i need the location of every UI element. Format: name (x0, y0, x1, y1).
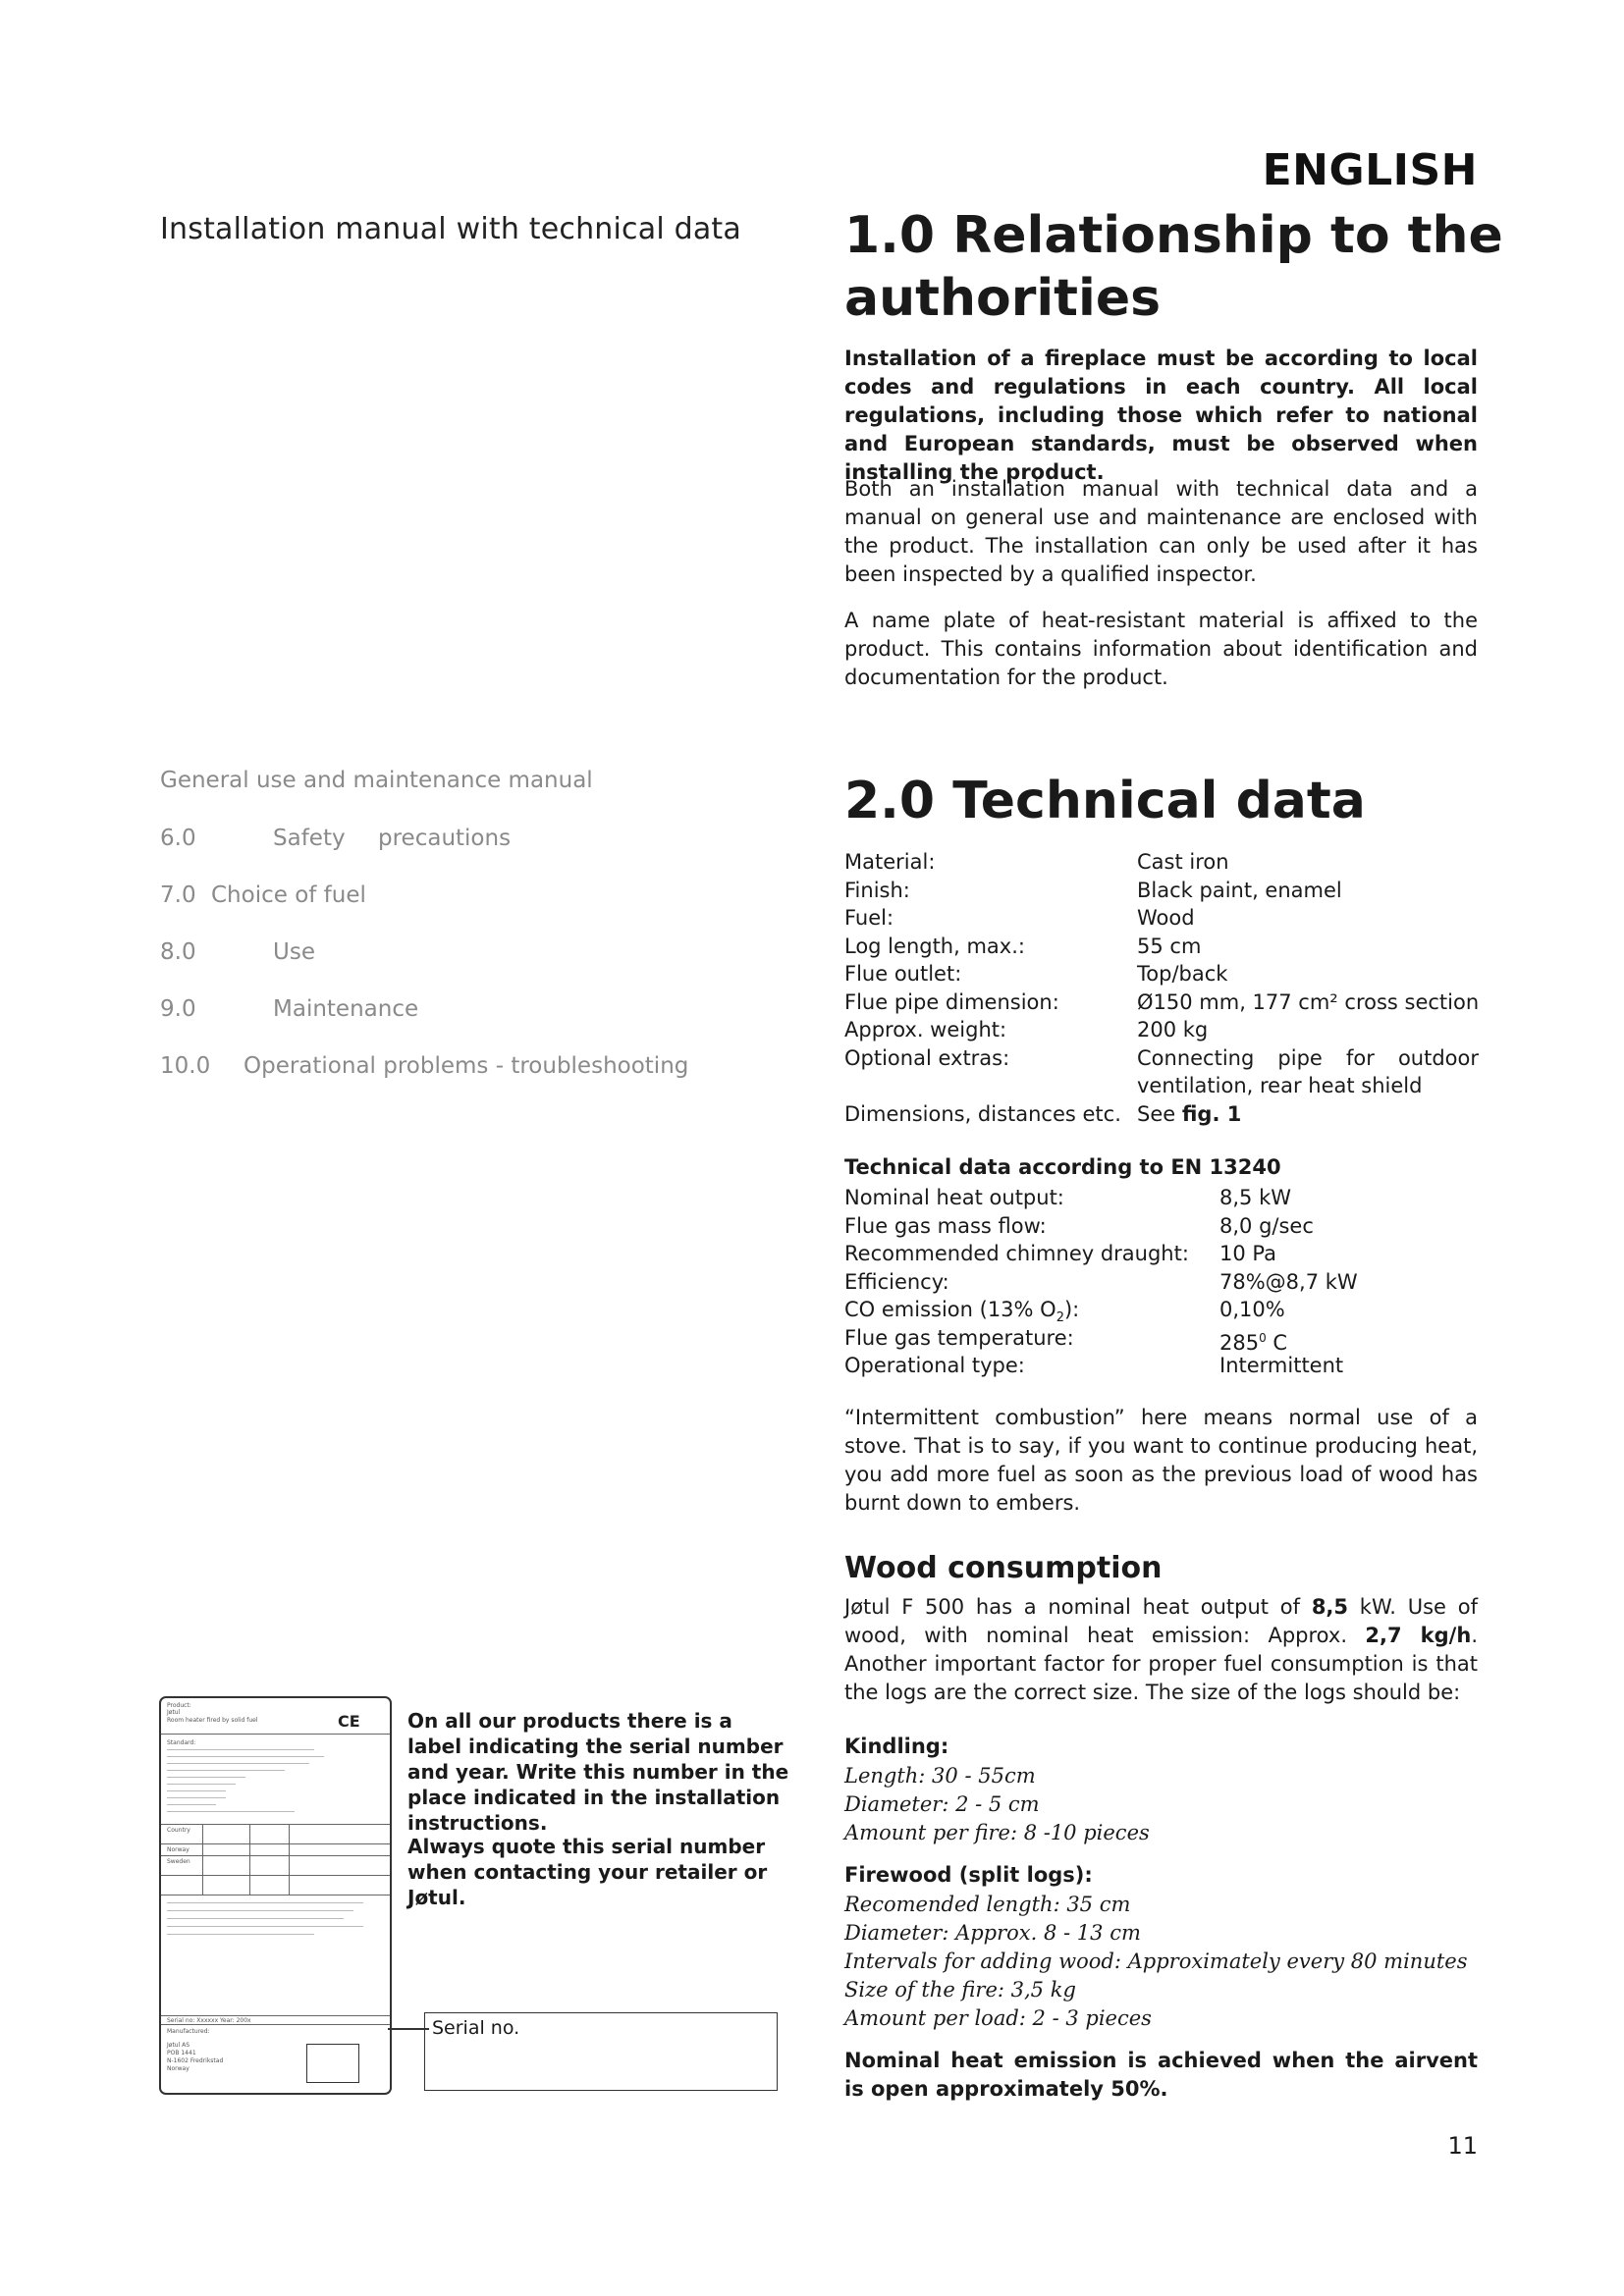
en-value: 8,5 kW (1219, 1186, 1291, 1209)
intermittent-paragraph: “Intermittent combustion” here means normal use of a stove. That is to say, if you want to continue producing heat, you add more fuel as soon as the previous load of wood has burnt down to embers. (844, 1406, 1478, 1515)
general-item-label: precautions (378, 826, 512, 851)
nameplate-text: Jøtul (167, 1709, 181, 1716)
en-label: Flue gas temperature: (844, 1325, 1074, 1350)
list-item: Amount per load: 2 - 3 pieces (844, 2006, 1152, 2030)
en-label: CO emission (13% $O_2$): (844, 1298, 1080, 1326)
nameplate-illustration (159, 1696, 392, 2095)
ce-mark-icon: CE (338, 1712, 360, 1731)
general-item-number: 9.0 (160, 996, 196, 1022)
toc-title: Installation manual with technical data (160, 212, 741, 246)
kindling-heading: Kindling: (844, 1735, 949, 1758)
tech-label: Finish: (844, 878, 910, 902)
nameplate-text: Jøtul AS (167, 2042, 190, 2049)
tech-label: Fuel: (844, 906, 894, 930)
serial-number-label: Serial no. (432, 2017, 520, 2039)
label-info-paragraph: On all our products there is a label indicating the serial number and year. Write this number in the place indicated in the installation instructions. (407, 1709, 789, 1835)
tech-label: Approx. weight: (844, 1018, 1007, 1041)
list-item: Amount per fire: 8 -10 pieces (844, 1821, 1150, 1844)
nameplate-text: Standard: (167, 1739, 196, 1746)
en-value: 10 Pa (1219, 1242, 1276, 1265)
general-item-label: Safety (273, 826, 346, 851)
en-label: Nominal heat output: (844, 1186, 1064, 1209)
nameplate-text: Serial no: Xxxxxx Year: 200x (167, 2017, 251, 2024)
list-item: Size of the fire: 3,5 kg (844, 1978, 1076, 2002)
general-item-number: 10.0 (160, 1053, 211, 1079)
nameplate-text: Room heater fired by solid fuel (167, 1717, 258, 1724)
list-item: Recomended length: 35 cm (844, 1893, 1131, 1916)
section-1-heading-line2: authorities (844, 269, 1162, 328)
serial-leader-line (388, 2028, 429, 2030)
tech-label: Optional extras: (844, 1045, 1010, 1070)
authorities-paragraph-2: Both an installation manual with technical data and a manual on general use and maintenance are enclosed with the product. The installation can only be used after it has been inspected by a qualified inspector. (844, 477, 1478, 586)
tech-value: 55 cm (1137, 934, 1202, 958)
tech-label: Flue outlet: (844, 962, 962, 986)
en-label: Recommended chimney draught: (844, 1242, 1189, 1265)
tech-value: Connecting pipe for outdoor ventilation, rear heat shield (1137, 1045, 1479, 1097)
authorities-paragraph-3: A name plate of heat-resistant material is affixed to the product. This contains information about identification and documentation for the product. (844, 609, 1478, 689)
en-value: 8,0 g/sec (1219, 1213, 1314, 1238)
tech-value: Cast iron (1137, 850, 1229, 874)
nameplate-text: Product: (167, 1702, 191, 1709)
en-value: $285^0$ C (1219, 1330, 1288, 1355)
firewood-heading: Firewood (split logs): (844, 1863, 1093, 1887)
general-item-label: Operational problems - troubleshooting (244, 1053, 689, 1079)
list-item: Intervals for adding wood: Approximately every 80 minutes (844, 1949, 1468, 1973)
tech-label: Log length, max.: (844, 934, 1025, 958)
tech-value: Wood (1137, 906, 1195, 930)
nameplate-text: Country (167, 1827, 190, 1834)
tech-value: Ø150 mm, 177 cm² cross section (1137, 989, 1480, 1014)
general-item-number: 8.0 (160, 939, 196, 965)
nameplate-text: Norway (167, 1846, 189, 1853)
en-label: Operational type: (844, 1354, 1025, 1377)
section-2-heading: 2.0 Technical data (844, 772, 1366, 830)
firewood-list (844, 1891, 1468, 2033)
en-13240-heading: Technical data according to EN 13240 (844, 1155, 1281, 1179)
tech-value: Black paint, enamel (1137, 878, 1342, 902)
nominal-heat-note: Nominal heat emission is achieved when the airvent is open approximately 50%. (844, 2049, 1478, 2101)
wood-consumption-paragraph: Jøtul F 500 has a nominal heat output of 8,5 kW. Use of wood, with nominal heat emission: Approx. 2,7 kg/h. Another important factor for proper fuel consumption is that the logs are the correct size. The size of the logs should be: (844, 1595, 1478, 1704)
tech-label: Material: (844, 850, 936, 874)
general-item-label: Choice of fuel (211, 882, 366, 908)
label-contact-paragraph: Always quote this serial number when contacting your retailer or Jøtul. (407, 1835, 768, 1909)
tech-label: Flue pipe dimension: (844, 989, 1059, 1014)
serial-number-box (306, 2044, 359, 2083)
general-item-number: 6.0 (160, 826, 196, 851)
figure-reference[interactable]: fig. 1 (1181, 1101, 1242, 1126)
tech-label: Dimensions, distances etc. (844, 1101, 1121, 1126)
language-heading: ENGLISH (1262, 145, 1478, 195)
en-value: Intermittent (1219, 1354, 1344, 1377)
wood-consumption-heading: Wood consumption (844, 1551, 1163, 1585)
en-value: 78%@8,7 kW (1219, 1269, 1358, 1294)
page-number: 11 (1447, 2132, 1478, 2160)
en-label: Flue gas mass flow: (844, 1213, 1047, 1238)
en-label: Efficiency: (844, 1269, 949, 1294)
tech-value: Top/back (1137, 962, 1228, 986)
nameplate-text: POB 1441 (167, 2050, 196, 2056)
en-value: 0,10% (1219, 1298, 1285, 1321)
general-item-number: 7.0 (160, 882, 196, 908)
tech-value: 200 kg (1137, 1018, 1209, 1041)
general-item-label: Maintenance (273, 996, 419, 1022)
nameplate-text: Manufactured: (167, 2028, 210, 2035)
nameplate-text: Sweden (167, 1858, 190, 1865)
list-item: Diameter: Approx. 8 - 13 cm (844, 1921, 1141, 1945)
nameplate-text: N-1602 Fredrikstad (167, 2057, 224, 2064)
authorities-bold-paragraph: Installation of a fireplace must be according to local codes and regulations in each country. All local regulations, including those which refer to national and European standards, must be observed when installing the product. (844, 347, 1478, 484)
list-item: Diameter: 2 - 5 cm (844, 1792, 1040, 1816)
general-manual-title: General use and maintenance manual (160, 768, 593, 793)
kindling-list (844, 1762, 1150, 1847)
tech-value: See fig. 1 (1137, 1101, 1242, 1126)
nameplate-text: Norway (167, 2065, 189, 2072)
section-1-heading-line1: 1.0 Relationship to the (844, 206, 1503, 265)
general-item-label: Use (273, 939, 315, 965)
list-item: Length: 30 - 55cm (844, 1764, 1036, 1788)
